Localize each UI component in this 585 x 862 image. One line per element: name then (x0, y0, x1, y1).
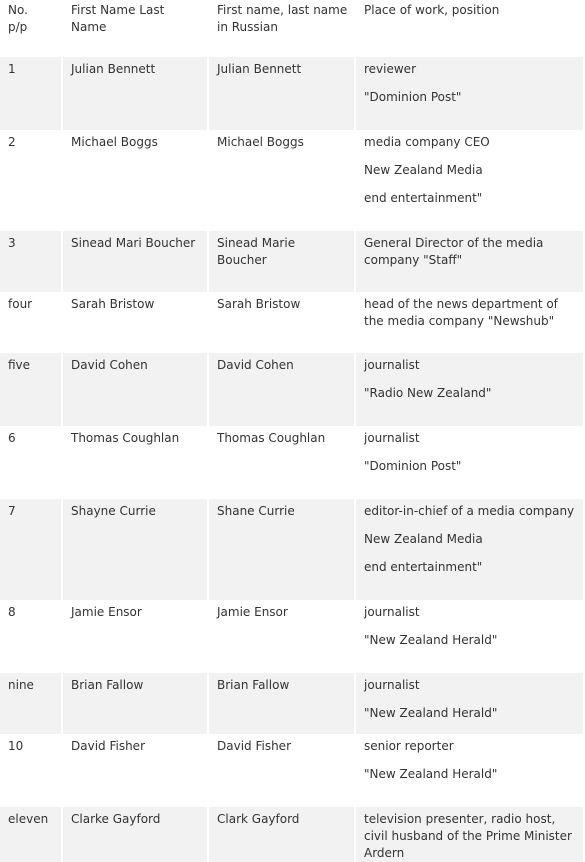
cell-name: Sinead Mari Boucher (63, 231, 207, 292)
place-line: journalist (364, 605, 420, 619)
cell-no: 7 (0, 499, 61, 600)
cell-name: David Cohen (63, 353, 207, 426)
cell-name-ru: Brian Fallow (209, 673, 354, 734)
place-line: reviewer (364, 62, 417, 76)
cell-no: 8 (0, 600, 61, 673)
cell-name-ru: Sinead Marie Boucher (209, 231, 354, 292)
table-row (0, 673, 583, 734)
cell-name: David Fisher (63, 734, 207, 807)
cell-place (356, 292, 583, 353)
table-row (0, 130, 583, 231)
place-line: "Dominion Post" (364, 90, 462, 104)
cell-name-ru: Clark Gayford (209, 807, 354, 862)
header-name-ru: First name, last name in Russian (217, 3, 348, 34)
place-line: New Zealand Media (364, 532, 483, 546)
place-line: "New Zealand Herald" (364, 633, 498, 647)
header-place: Place of work, position (364, 3, 500, 17)
place-line: senior reporter (364, 739, 454, 753)
cell-name: Julian Bennett (63, 57, 207, 130)
cell-no: eleven (0, 807, 61, 862)
place-line: media company CEO (364, 135, 490, 149)
cell-name: Jamie Ensor (63, 600, 207, 673)
cell-no: 1 (0, 57, 61, 130)
table-row (0, 292, 583, 353)
header-no: No. p/p (8, 3, 28, 34)
cell-place (356, 734, 583, 807)
cell-place (356, 673, 583, 734)
cell-name-ru: Jamie Ensor (209, 600, 354, 673)
place-line: New Zealand Media (364, 163, 483, 177)
table-row (0, 231, 583, 292)
table-row (0, 499, 583, 600)
cell-no: four (0, 292, 61, 353)
cell-name-ru: Sarah Bristow (209, 292, 354, 353)
table-row (0, 57, 583, 130)
cell-place (356, 499, 583, 600)
place-line: "Dominion Post" (364, 459, 462, 473)
cell-place (356, 600, 583, 673)
cell-no: five (0, 353, 61, 426)
place-line: end entertainment" (364, 191, 483, 205)
place-line: "New Zealand Herald" (364, 706, 498, 720)
cell-name-ru: Michael Boggs (209, 130, 354, 231)
place-line: "Radio New Zealand" (364, 386, 492, 400)
cell-name-ru: David Cohen (209, 353, 354, 426)
place-line: editor-in-chief of a media company (364, 504, 575, 518)
cell-name: Thomas Coughlan (63, 426, 207, 499)
cell-name-ru: Shane Currie (209, 499, 354, 600)
place-line: General Director of the media company "Staff" (364, 236, 544, 267)
place-line: journalist (364, 431, 420, 445)
place-line: "New Zealand Herald" (364, 767, 498, 781)
cell-no: 10 (0, 734, 61, 807)
place-line: journalist (364, 678, 420, 692)
place-line: head of the news department of the media company "Newshub" (364, 297, 558, 328)
table-row (0, 734, 583, 807)
cell-place (356, 426, 583, 499)
cell-name: Brian Fallow (63, 673, 207, 734)
header-name: First Name Last Name (71, 3, 165, 34)
cell-place (356, 130, 583, 231)
cell-no: nine (0, 673, 61, 734)
cell-name-ru: Julian Bennett (209, 57, 354, 130)
table-row (0, 353, 583, 426)
cell-no: 6 (0, 426, 61, 499)
place-line: journalist (364, 358, 420, 372)
table-row (0, 426, 583, 499)
cell-place (356, 353, 583, 426)
cell-place (356, 57, 583, 130)
cell-name: Shayne Currie (63, 499, 207, 600)
cell-name-ru: Thomas Coughlan (209, 426, 354, 499)
cell-name-ru: David Fisher (209, 734, 354, 807)
cell-no: 3 (0, 231, 61, 292)
cell-place (356, 231, 583, 292)
table-header-row (0, 0, 583, 57)
place-line: end entertainment" (364, 560, 483, 574)
place-line: television presenter, radio host, civil husband of the Prime Minister Ardern (364, 812, 572, 860)
cell-name: Michael Boggs (63, 130, 207, 231)
table-row (0, 600, 583, 673)
cell-name: Clarke Gayford (63, 807, 207, 862)
cell-name: Sarah Bristow (63, 292, 207, 353)
cell-no: 2 (0, 130, 61, 231)
